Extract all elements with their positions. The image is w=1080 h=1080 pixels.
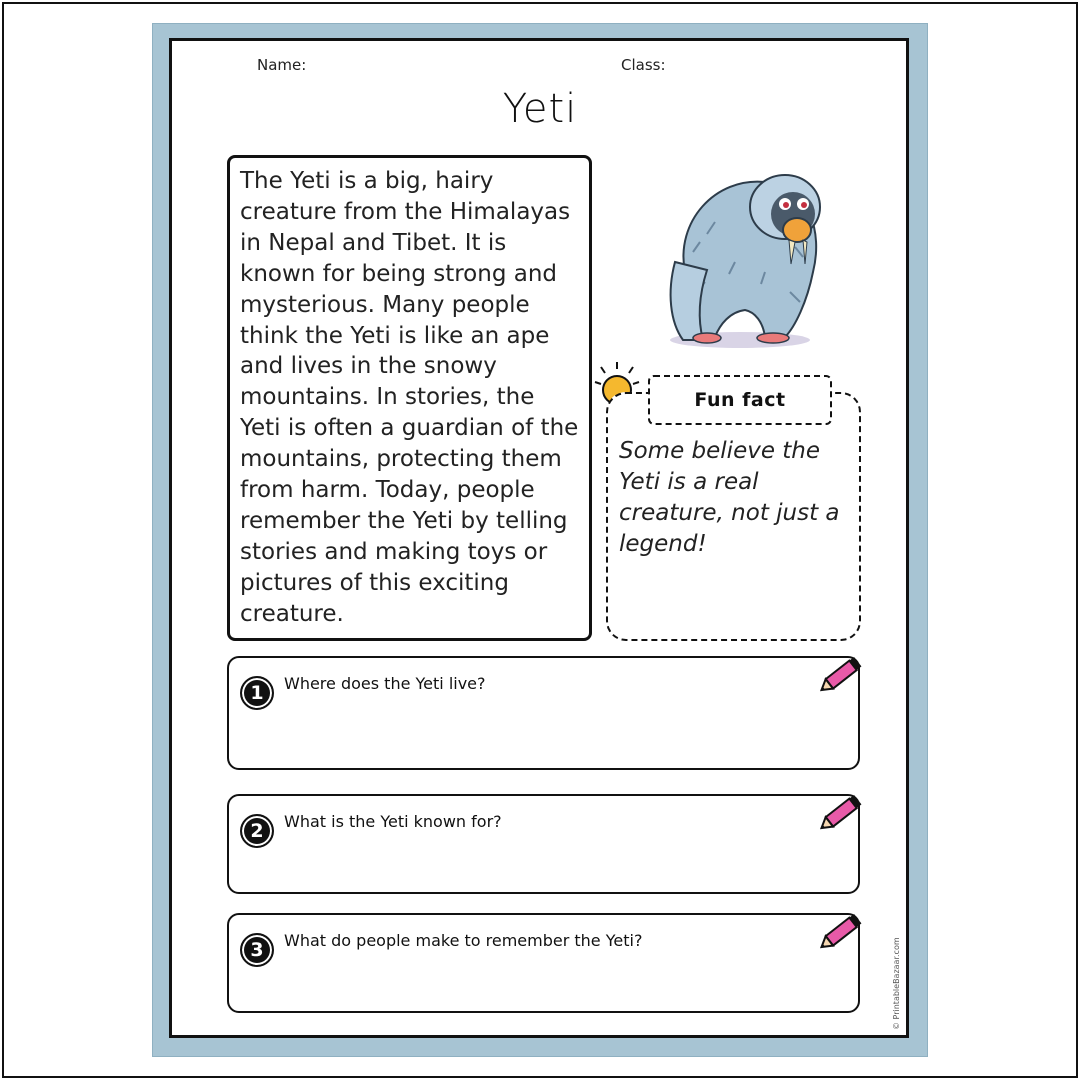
- question-text-3: What do people make to remember the Yeti?: [284, 931, 643, 950]
- fun-fact-text: Some believe the Yeti is a real creature, not just a legend!: [619, 438, 840, 557]
- pencil-icon: [816, 788, 868, 836]
- reading-passage: The Yeti is a big, hairy creature from the Himalayas in Nepal and Tibet. It is known for being strong and mysterious. Many people think the Yeti is like an ape and lives in the snowy mountains. In stories, the Yeti is often a guardian of the mountains, protecting them from harm. Today, people remember the Yeti by telling stories and making toys or pictures of this exciting creature.: [227, 155, 592, 641]
- credit-text: © PrintableBazaar.com: [892, 937, 901, 1030]
- fun-fact-label: Fun fact: [648, 375, 832, 425]
- question-number-2: 2: [240, 814, 274, 848]
- question-box-3[interactable]: [227, 913, 860, 1013]
- page-title: Yeti: [502, 86, 578, 132]
- question-number-3: 3: [240, 933, 274, 967]
- question-number-1: 1: [240, 676, 274, 710]
- class-label: Class:: [621, 56, 666, 74]
- question-text-1: Where does the Yeti live?: [284, 674, 486, 693]
- question-text-2: What is the Yeti known for?: [284, 812, 502, 831]
- name-label: Name:: [257, 56, 307, 74]
- question-box-1[interactable]: [227, 656, 860, 770]
- yeti-illustration: [645, 152, 845, 352]
- pencil-icon: [816, 907, 868, 955]
- question-box-2[interactable]: [227, 794, 860, 894]
- pencil-icon: [816, 650, 868, 698]
